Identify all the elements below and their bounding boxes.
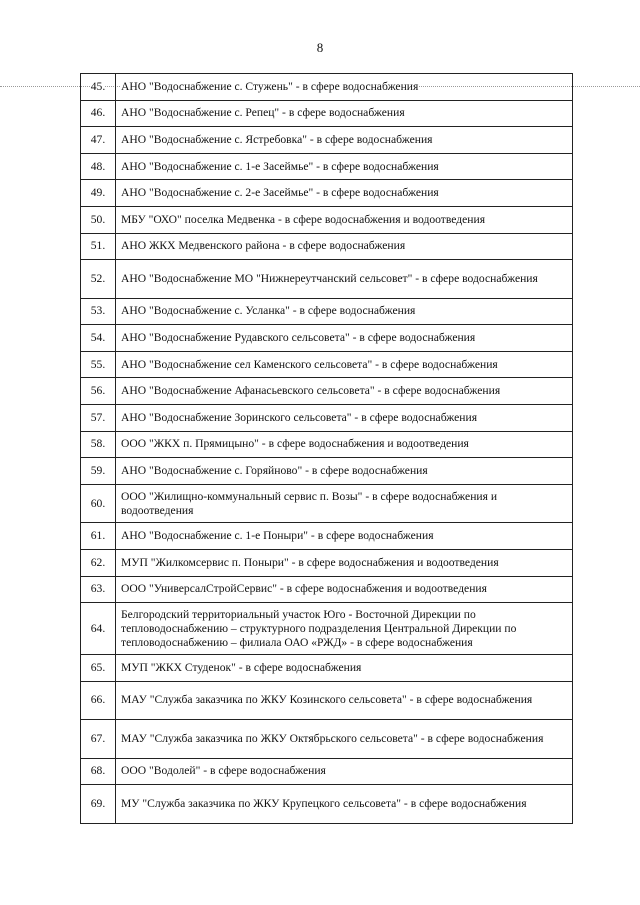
row-number: 67. <box>81 720 116 759</box>
page-number: 8 <box>316 40 324 55</box>
organization-text: ООО "Водолей" - в сфере водоснабжения <box>116 758 573 785</box>
organization-text: АНО "Водоснабжение Рудавского сельсовета" - в сфере водоснабжения <box>116 325 573 352</box>
row-number: 48. <box>81 153 116 180</box>
row-number: 60. <box>81 484 116 523</box>
row-number: 59. <box>81 458 116 485</box>
table-row <box>81 458 573 485</box>
row-number: 64. <box>81 603 116 655</box>
row-number: 51. <box>81 233 116 260</box>
row-number: 52. <box>81 260 116 299</box>
table-row <box>81 153 573 180</box>
table-row <box>81 233 573 260</box>
organization-text: АНО "Водоснабжение с. 2-е Засеймье" - в сфере водоснабжения <box>116 180 573 207</box>
table-row <box>81 720 573 759</box>
organization-text: АНО "Водоснабжение сел Каменского сельсовета" - в сфере водоснабжения <box>116 351 573 378</box>
table-row <box>81 378 573 405</box>
row-number: 55. <box>81 351 116 378</box>
table-row <box>81 206 573 233</box>
organization-text: АНО "Водоснабжение с. Репец" - в сфере водоснабжения <box>116 100 573 127</box>
organization-text: МБУ "ОХО" поселка Медвенка - в сфере водоснабжения и водоотведения <box>116 206 573 233</box>
row-number: 45. <box>81 74 116 101</box>
table-row <box>81 576 573 603</box>
row-number: 69. <box>81 785 116 824</box>
row-number: 65. <box>81 655 116 682</box>
row-number: 50. <box>81 206 116 233</box>
table-row <box>81 484 573 523</box>
organization-text: ООО "УниверсалСтройСервис" - в сфере водоснабжения и водоотведения <box>116 576 573 603</box>
organization-text: АНО "Водоснабжение с. Усланка" - в сфере водоснабжения <box>116 298 573 325</box>
organization-text: МУП "ЖКХ Студенок" - в сфере водоснабжения <box>116 655 573 682</box>
row-number: 57. <box>81 405 116 432</box>
organization-text: АНО ЖКХ Медвенского района - в сфере водоснабжения <box>116 233 573 260</box>
table-row <box>81 100 573 127</box>
row-number: 66. <box>81 681 116 720</box>
organization-text: МАУ "Служба заказчика по ЖКУ Октябрьского сельсовета" - в сфере водоснабжения <box>116 720 573 759</box>
table-row <box>81 549 573 576</box>
row-number: 63. <box>81 576 116 603</box>
organization-text: АНО "Водоснабжение Афанасьевского сельсовета" - в сфере водоснабжения <box>116 378 573 405</box>
organization-text: ООО "ЖКХ п. Прямицыно" - в сфере водоснабжения и водоотведения <box>116 431 573 458</box>
row-number: 54. <box>81 325 116 352</box>
row-number: 68. <box>81 758 116 785</box>
organizations-table <box>80 73 573 824</box>
table-row <box>81 260 573 299</box>
organization-text: АНО "Водоснабжение с. Стужень" - в сфере водоснабжения <box>116 74 573 101</box>
table-row <box>81 603 573 655</box>
organization-text: АНО "Водоснабжение МО "Нижнереутчанский сельсовет" - в сфере водоснабжения <box>116 260 573 299</box>
table-row <box>81 298 573 325</box>
row-number: 56. <box>81 378 116 405</box>
row-number: 53. <box>81 298 116 325</box>
organization-text: Белгородский территориальный участок Юго - Восточной Дирекции по тепловодоснабжению – структурного подразделения Центральной Дирекции по тепловодоснабжению – филиала ОАО «РЖД» - в сфере водоснабжения <box>116 603 573 655</box>
organization-text: МАУ "Служба заказчика по ЖКУ Козинского сельсовета" - в сфере водоснабжения <box>116 681 573 720</box>
row-number: 49. <box>81 180 116 207</box>
table-row <box>81 351 573 378</box>
table-row <box>81 681 573 720</box>
organization-text: АНО "Водоснабжение с. 1-е Поныри" - в сфере водоснабжения <box>116 523 573 550</box>
table-row <box>81 74 573 101</box>
row-number: 47. <box>81 127 116 154</box>
row-number: 46. <box>81 100 116 127</box>
organization-text: АНО "Водоснабжение с. 1-е Засеймье" - в сфере водоснабжения <box>116 153 573 180</box>
table-row <box>81 405 573 432</box>
table-row <box>81 785 573 824</box>
organization-text: МУ "Служба заказчика по ЖКУ Крупецкого сельсовета" - в сфере водоснабжения <box>116 785 573 824</box>
organization-text: МУП "Жилкомсервис п. Поныри" - в сфере водоснабжения и водоотведения <box>116 549 573 576</box>
table-row <box>81 431 573 458</box>
table-row <box>81 523 573 550</box>
organization-text: АНО "Водоснабжение Зоринского сельсовета" - в сфере водоснабжения <box>116 405 573 432</box>
table-row <box>81 758 573 785</box>
table-row <box>81 127 573 154</box>
row-number: 61. <box>81 523 116 550</box>
organization-text: АНО "Водоснабжение с. Горяйново" - в сфере водоснабжения <box>116 458 573 485</box>
row-number: 58. <box>81 431 116 458</box>
row-number: 62. <box>81 549 116 576</box>
organization-text: ООО "Жилищно-коммунальный сервис п. Возы" - в сфере водоснабжения и водоотведения <box>116 484 573 523</box>
table-row <box>81 180 573 207</box>
table-row <box>81 325 573 352</box>
organization-text: АНО "Водоснабжение с. Ястребовка" - в сфере водоснабжения <box>116 127 573 154</box>
table-row <box>81 655 573 682</box>
